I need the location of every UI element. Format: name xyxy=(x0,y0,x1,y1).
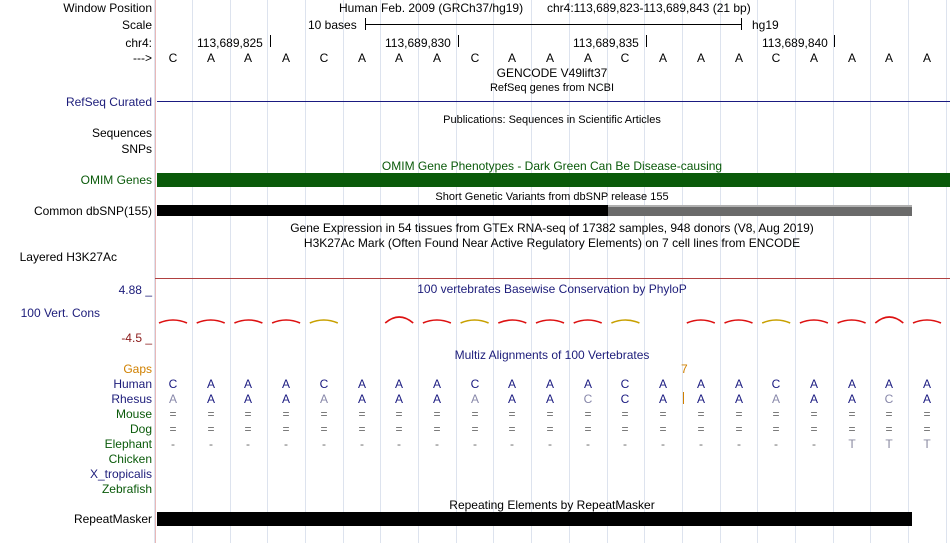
elephant-base: T xyxy=(885,437,893,451)
scale-bar-label: 10 bases xyxy=(308,18,357,32)
phylop-conservation-plot xyxy=(155,305,950,335)
phylop-score-mark xyxy=(875,317,903,323)
reference-base: C xyxy=(771,51,781,65)
mouse-base: = xyxy=(659,407,667,421)
base-gridline xyxy=(230,0,231,543)
rhesus-base: A xyxy=(432,392,441,406)
human-base: A xyxy=(357,377,366,391)
human-base: A xyxy=(734,377,743,391)
rhesus-base: A xyxy=(922,392,931,406)
coord-tick-1 xyxy=(270,35,271,47)
human-base: C xyxy=(470,377,480,391)
dog-base: = xyxy=(735,422,743,436)
dog-base: = xyxy=(433,422,441,436)
human-base: A xyxy=(507,377,516,391)
rhesus-base: A xyxy=(507,392,516,406)
rhesus-base: A xyxy=(243,392,252,406)
rhesus-base: A xyxy=(696,392,705,406)
chromosome-label: chr4: xyxy=(125,36,152,50)
refseq-subtitle: RefSeq genes from NCBI xyxy=(489,82,615,94)
mouse-base: = xyxy=(358,407,366,421)
dog-base: = xyxy=(320,422,328,436)
reference-base: A xyxy=(243,51,252,65)
base-gridline xyxy=(418,0,419,543)
elephant-base: - xyxy=(812,437,816,451)
scale-db-label: hg19 xyxy=(752,18,779,32)
rhesus-base: A xyxy=(319,392,328,406)
reference-base: A xyxy=(394,51,403,65)
dog-base: = xyxy=(358,422,366,436)
base-gridline xyxy=(644,0,645,543)
phylop-score-mark xyxy=(913,320,941,323)
dog-base: = xyxy=(923,422,931,436)
track-label-gaps[interactable]: Gaps xyxy=(123,362,152,376)
strand-arrow-label: ---> xyxy=(133,51,152,65)
elephant-base: - xyxy=(209,437,213,451)
h3k27ac-track-title: H3K27Ac Mark (Often Found Near Active Regulatory Elements) on 7 cell lines from ENCODE xyxy=(303,236,801,250)
coord-tick-3 xyxy=(646,35,647,47)
elephant-base: - xyxy=(510,437,514,451)
mouse-base: = xyxy=(810,407,818,421)
base-gridline xyxy=(946,0,947,543)
base-gridline xyxy=(795,0,796,543)
species-label-dog[interactable]: Dog xyxy=(129,422,152,436)
position-title: chr4:113,689,823-113,689,843 (21 bp) xyxy=(547,1,751,15)
phylop-score-mark xyxy=(838,320,866,323)
base-gridline xyxy=(380,0,381,543)
elephant-base: - xyxy=(322,437,326,451)
omim-gene-bar[interactable] xyxy=(157,173,950,187)
mouse-base: = xyxy=(320,407,328,421)
phylop-score-mark xyxy=(687,320,715,323)
phylop-score-mark xyxy=(272,320,300,323)
rhesus-base: A xyxy=(168,392,177,406)
base-gridline xyxy=(833,0,834,543)
assembly-title: Human Feb. 2009 (GRCh37/hg19) xyxy=(339,1,524,15)
rhesus-base: A xyxy=(658,392,667,406)
mouse-base: = xyxy=(621,407,629,421)
scale-bar xyxy=(365,24,742,25)
dog-base: = xyxy=(584,422,592,436)
repeatmasker-bar[interactable] xyxy=(157,512,912,526)
dog-base: = xyxy=(772,422,780,436)
dog-base: = xyxy=(885,422,893,436)
mouse-base: = xyxy=(848,407,856,421)
phylop-score-mark xyxy=(423,320,451,323)
rhesus-base: A xyxy=(809,392,818,406)
species-label-rhesus[interactable]: Rhesus xyxy=(111,392,152,406)
track-label-snps[interactable]: SNPs xyxy=(121,142,152,156)
human-base: A xyxy=(847,377,856,391)
human-base: A xyxy=(809,377,818,391)
dog-base: = xyxy=(697,422,705,436)
elephant-base: - xyxy=(473,437,477,451)
phylop-min-label: -4.5 _ xyxy=(121,331,152,345)
elephant-base: T xyxy=(848,437,856,451)
rhesus-base: A xyxy=(357,392,366,406)
mouse-base: = xyxy=(508,407,516,421)
mouse-base: = xyxy=(697,407,705,421)
reference-base: A xyxy=(357,51,366,65)
phylop-score-mark xyxy=(234,320,262,323)
mouse-base: = xyxy=(471,407,479,421)
mouse-base: = xyxy=(244,407,252,421)
reference-base: A xyxy=(922,51,931,65)
phylop-max-label: 4.88 _ xyxy=(118,283,152,297)
track-separator xyxy=(155,278,950,279)
elephant-base: - xyxy=(246,437,250,451)
elephant-base: - xyxy=(661,437,665,451)
phylop-score-mark xyxy=(800,320,828,323)
track-label-repeatmasker[interactable]: RepeatMasker xyxy=(73,512,152,526)
coord-label-4: 113,689,840 xyxy=(762,36,828,50)
coord-tick-4 xyxy=(834,35,835,47)
human-base: C xyxy=(319,377,329,391)
phylop-score-mark xyxy=(385,317,413,323)
human-base: A xyxy=(884,377,893,391)
mouse-base: = xyxy=(169,407,177,421)
mouse-base: = xyxy=(885,407,893,421)
elephant-base: T xyxy=(923,437,931,451)
mouse-base: = xyxy=(207,407,215,421)
reference-base: A xyxy=(281,51,290,65)
human-base: A xyxy=(583,377,592,391)
refseq-line xyxy=(157,101,950,102)
dbsnp-track-title: Short Genetic Variants from dbSNP release 155 xyxy=(435,191,669,203)
elephant-base: - xyxy=(586,437,590,451)
window-position-label: Window Position xyxy=(63,1,152,15)
elephant-base: - xyxy=(737,437,741,451)
rhesus-base: A xyxy=(734,392,743,406)
human-base: A xyxy=(243,377,252,391)
species-label-mouse[interactable]: Mouse xyxy=(115,407,152,421)
elephant-base: - xyxy=(284,437,288,451)
human-base: A xyxy=(696,377,705,391)
human-base: A xyxy=(432,377,441,391)
reference-base: A xyxy=(432,51,441,65)
multiz-track-title: Multiz Alignments of 100 Vertebrates xyxy=(454,348,650,362)
phylop-score-mark xyxy=(536,320,564,323)
rhesus-base: A xyxy=(470,392,479,406)
reference-base: A xyxy=(583,51,592,65)
species-label-chicken[interactable]: Chicken xyxy=(108,452,152,466)
track-label-sequences[interactable]: Sequences xyxy=(91,126,152,140)
human-base: A xyxy=(658,377,667,391)
dog-base: = xyxy=(169,422,177,436)
coord-label-1: 113,689,825 xyxy=(197,36,263,50)
human-base: A xyxy=(922,377,931,391)
repeatmasker-track-title: Repeating Elements by RepeatMasker xyxy=(449,498,655,512)
coord-label-2: 113,689,830 xyxy=(385,36,451,50)
human-base: A xyxy=(545,377,554,391)
omim-track-title: OMIM Gene Phenotypes - Dark Green Can Be Disease-causing xyxy=(381,159,723,173)
phylop-track-title: 100 vertebrates Basewise Conservation by PhyloP xyxy=(417,282,687,296)
dog-base: = xyxy=(848,422,856,436)
human-base: C xyxy=(168,377,178,391)
phylop-score-mark xyxy=(310,320,338,323)
rhesus-base: A xyxy=(545,392,554,406)
reference-base: C xyxy=(319,51,329,65)
base-gridline xyxy=(720,0,721,543)
dog-base: = xyxy=(810,422,818,436)
human-base: A xyxy=(206,377,215,391)
coord-tick-2 xyxy=(458,35,459,47)
reference-base: A xyxy=(545,51,554,65)
elephant-base: - xyxy=(360,437,364,451)
gencode-track-title: GENCODE V49lift37 xyxy=(496,66,608,80)
base-gridline xyxy=(870,0,871,543)
dog-base: = xyxy=(282,422,290,436)
rhesus-base: C xyxy=(884,392,894,406)
dog-base: = xyxy=(207,422,215,436)
phylop-score-mark xyxy=(498,320,526,323)
track-label-dbsnp[interactable]: Common dbSNP(155) xyxy=(33,204,152,218)
gap-marker: 7 xyxy=(681,362,688,376)
track-label-phylop[interactable]: 100 Vert. Cons xyxy=(20,306,100,320)
rhesus-base: A xyxy=(847,392,856,406)
rhesus-base: A xyxy=(281,392,290,406)
human-base: C xyxy=(620,377,630,391)
rhesus-base: A xyxy=(771,392,780,406)
base-gridline xyxy=(908,0,909,543)
mouse-base: = xyxy=(923,407,931,421)
rhesus-base: A xyxy=(206,392,215,406)
track-label-omim[interactable]: OMIM Genes xyxy=(80,173,152,187)
rhesus-base: C xyxy=(620,392,630,406)
mouse-base: = xyxy=(433,407,441,421)
species-label-x-tropicalis[interactable]: X_tropicalis xyxy=(89,467,152,481)
rhesus-base: C xyxy=(583,392,593,406)
reference-base: A xyxy=(696,51,705,65)
dbsnp-bar-segment[interactable] xyxy=(608,205,912,216)
elephant-base: - xyxy=(548,437,552,451)
dog-base: = xyxy=(471,422,479,436)
dog-base: = xyxy=(621,422,629,436)
phylop-score-mark xyxy=(574,320,602,323)
reference-base: C xyxy=(168,51,178,65)
track-label-refseq[interactable]: RefSeq Curated xyxy=(65,95,152,109)
human-base: C xyxy=(771,377,781,391)
base-gridline xyxy=(682,0,683,543)
elephant-base: - xyxy=(171,437,175,451)
elephant-base: - xyxy=(397,437,401,451)
reference-base: A xyxy=(884,51,893,65)
reference-base: A xyxy=(809,51,818,65)
gtex-track-title: Gene Expression in 54 tissues from GTEx RNA-seq of 17382 samples, 948 donors (V8, Aug 2019) xyxy=(290,221,814,235)
species-label-human[interactable]: Human xyxy=(113,377,152,391)
human-base: A xyxy=(394,377,403,391)
mouse-base: = xyxy=(395,407,403,421)
phylop-score-mark xyxy=(461,320,489,323)
reference-base: A xyxy=(206,51,215,65)
track-label-h3k27ac[interactable]: Layered H3K27Ac xyxy=(19,250,117,264)
reference-base: A xyxy=(658,51,667,65)
reference-base: C xyxy=(470,51,480,65)
elephant-base: - xyxy=(699,437,703,451)
phylop-score-mark xyxy=(197,320,225,323)
phylop-score-mark xyxy=(725,320,753,323)
elephant-base: - xyxy=(435,437,439,451)
reference-base: A xyxy=(847,51,856,65)
base-gridline xyxy=(757,0,758,543)
mouse-base: = xyxy=(584,407,592,421)
human-base: A xyxy=(281,377,290,391)
species-label-elephant[interactable]: Elephant xyxy=(104,437,152,451)
elephant-base: - xyxy=(774,437,778,451)
base-gridline xyxy=(305,0,306,543)
mouse-base: = xyxy=(546,407,554,421)
base-gridline xyxy=(192,0,193,543)
dog-base: = xyxy=(395,422,403,436)
phylop-score-mark xyxy=(762,320,790,323)
mouse-base: = xyxy=(772,407,780,421)
scale-bar-right-cap xyxy=(741,18,742,30)
publications-title: Publications: Sequences in Scientific Articles xyxy=(443,114,661,126)
species-label-zebrafish[interactable]: Zebrafish xyxy=(101,482,152,496)
dog-base: = xyxy=(244,422,252,436)
phylop-score-mark xyxy=(159,320,187,323)
scale-label: Scale xyxy=(121,18,152,32)
coord-label-3: 113,689,835 xyxy=(573,36,639,50)
track-label-divider xyxy=(155,0,156,543)
rhesus-base: A xyxy=(394,392,403,406)
mouse-base: = xyxy=(735,407,743,421)
base-gridline xyxy=(343,0,344,543)
reference-base: C xyxy=(620,51,630,65)
dog-base: = xyxy=(659,422,667,436)
reference-base: A xyxy=(507,51,516,65)
phylop-score-mark xyxy=(611,320,639,323)
mouse-base: = xyxy=(282,407,290,421)
reference-base: A xyxy=(734,51,743,65)
gap-insertion-line xyxy=(683,392,684,404)
base-gridline xyxy=(456,0,457,543)
base-gridline xyxy=(267,0,268,543)
elephant-base: - xyxy=(623,437,627,451)
dog-base: = xyxy=(508,422,516,436)
dog-base: = xyxy=(546,422,554,436)
